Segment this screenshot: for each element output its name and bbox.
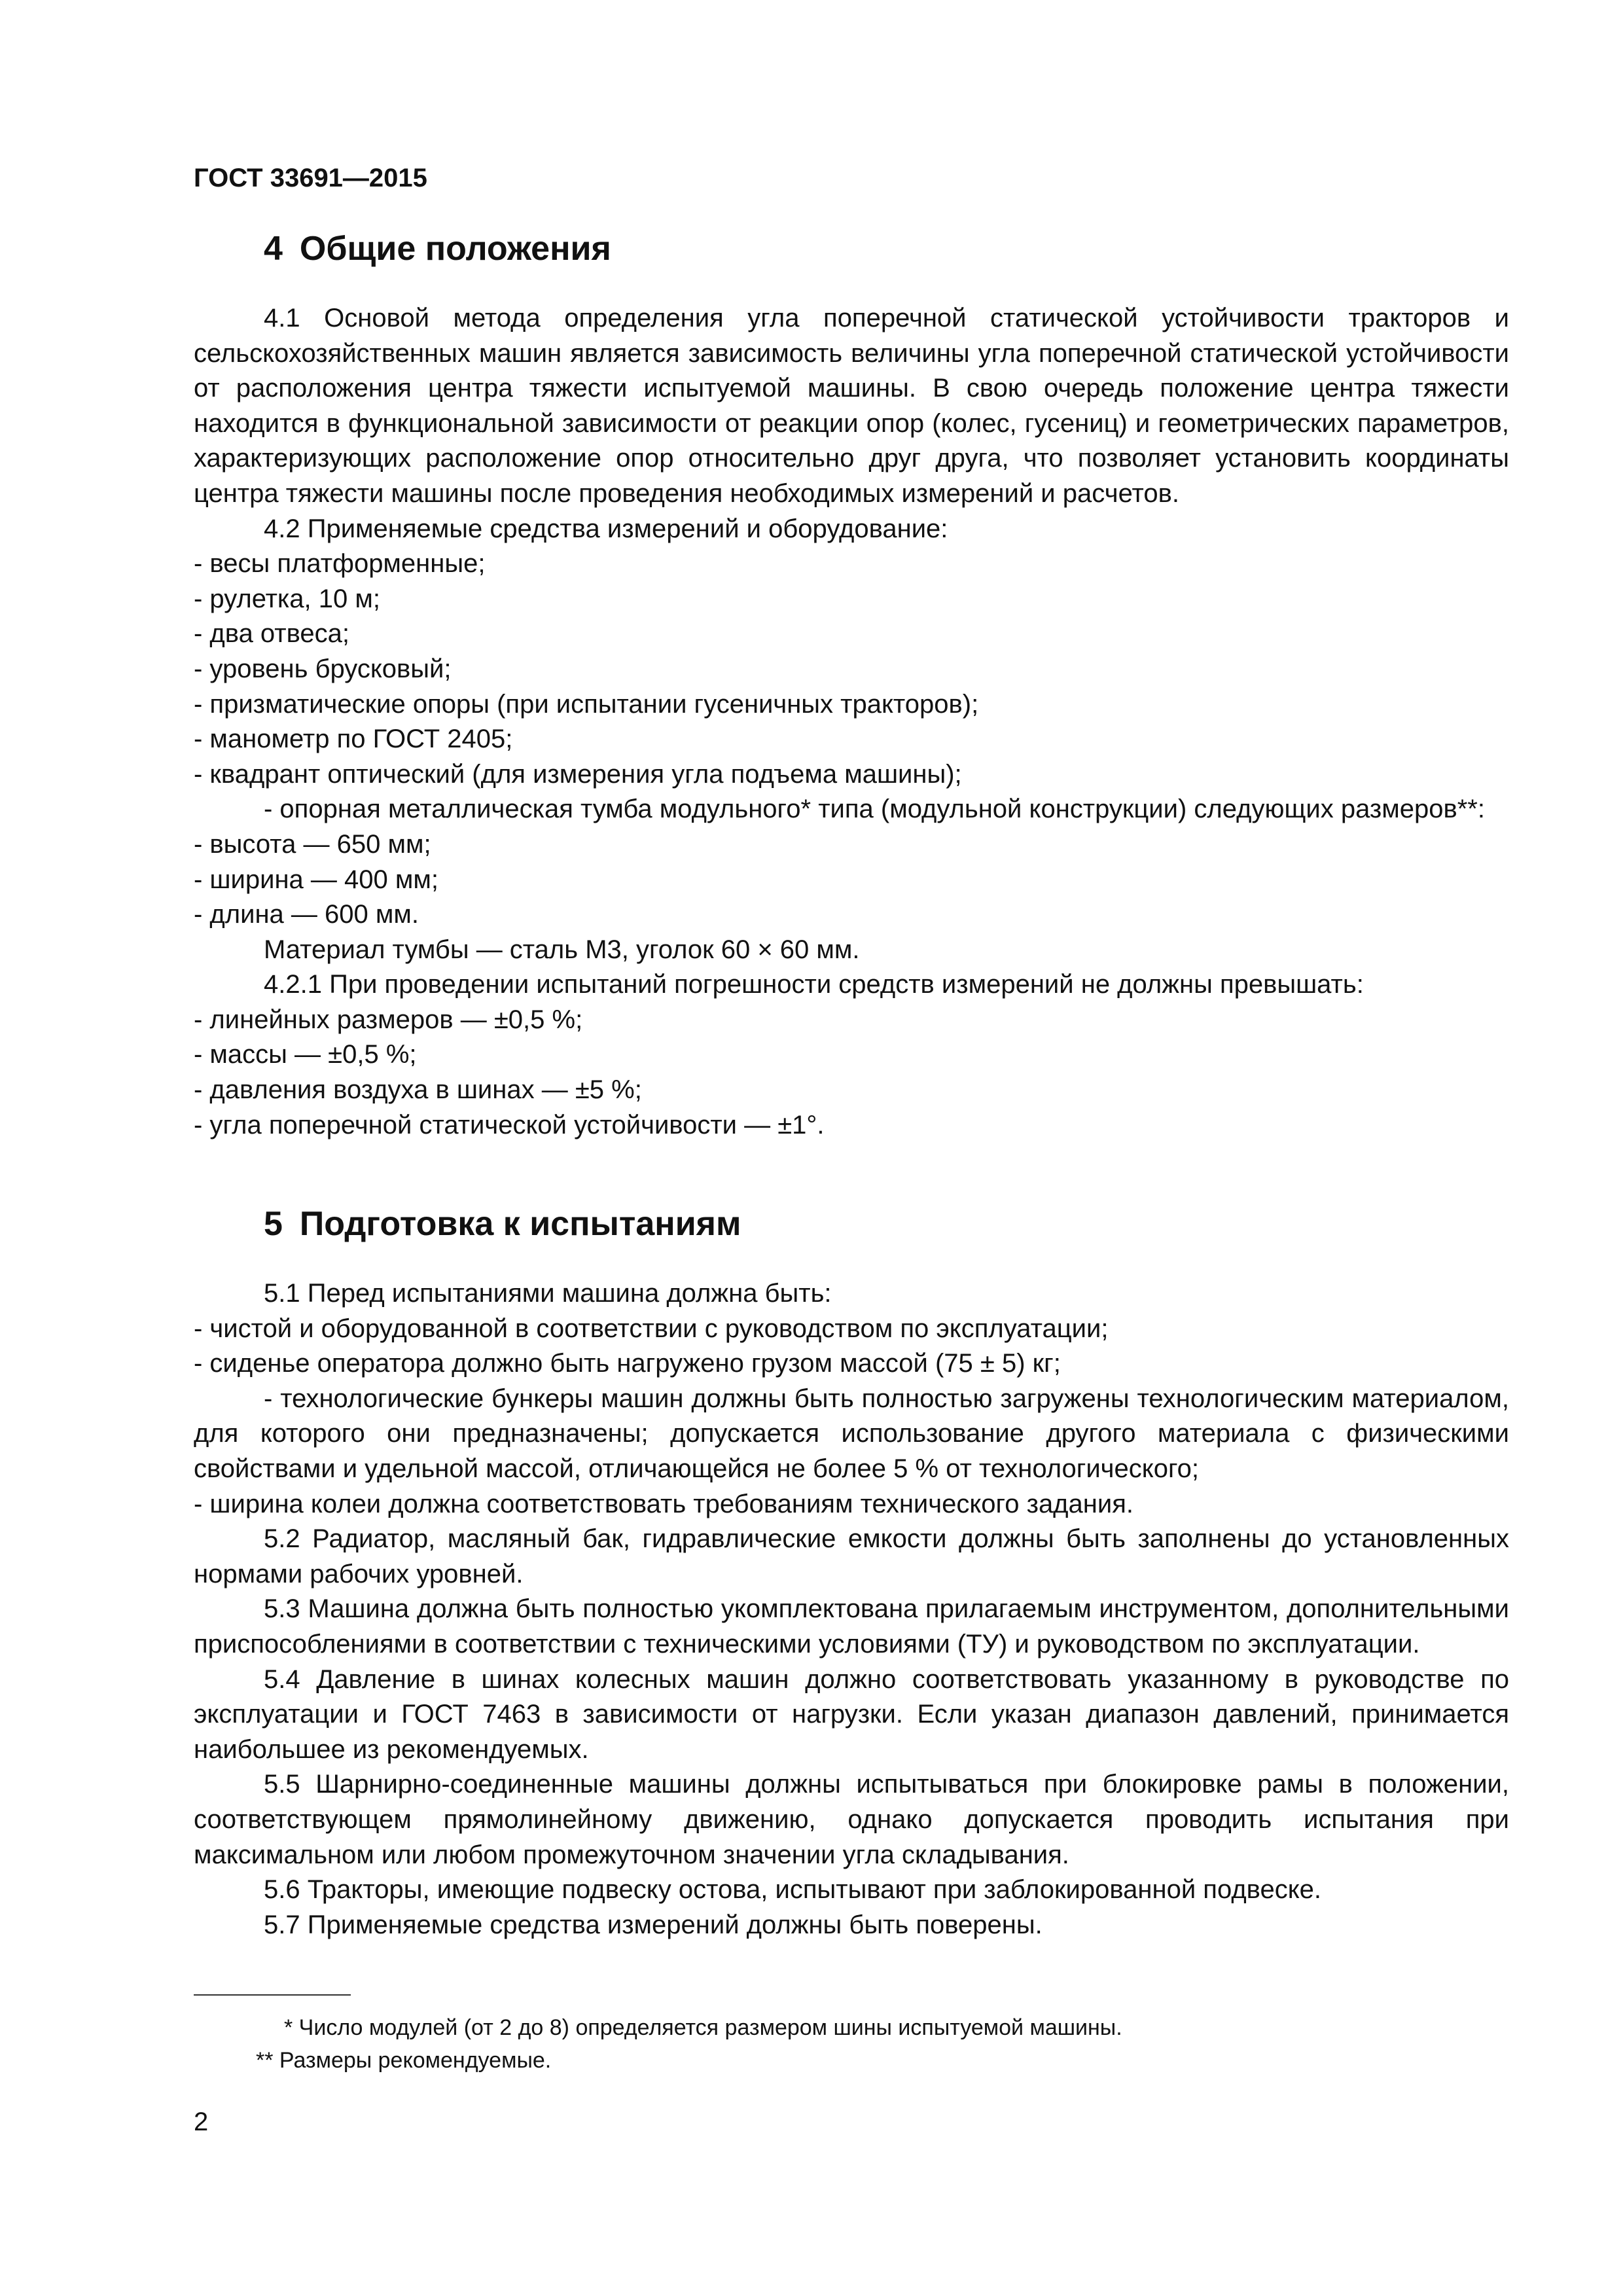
list-item: - длина — 600 мм. (194, 900, 419, 929)
paragraph-5-3: 5.3 Машина должна быть полностью укомплектована прилагаемым инструментом, дополнительными приспособлениями в соответствии с техническими условиями (ТУ) и руководством по эксплуатации. (194, 1594, 1509, 1659)
paragraph-5-7: 5.7 Применяемые средства измерений должны быть поверены. (264, 1910, 1043, 1939)
paragraph-5-1: 5.1 Перед испытаниями машина должна быть: (264, 1279, 832, 1308)
section-5-number: 5 (264, 1205, 283, 1243)
list-item: - высота — 650 мм; (194, 829, 431, 859)
section-4-title: Общие положения (299, 230, 611, 268)
paragraph-5-6: 5.6 Тракторы, имеющие подвеску остова, испытывают при заблокированной подвеске. (264, 1875, 1322, 1905)
footnote-divider (194, 1994, 351, 1996)
list-item: - призматические опоры (при испытании гусеничных тракторов); (194, 689, 979, 719)
list-item: - ширина колеи должна соответствовать требованиям технического задания. (194, 1489, 1133, 1518)
section-5-heading (264, 1204, 741, 1244)
list-item: - весы платформенные; (194, 549, 486, 579)
list-item: - массы — ±0,5 %; (194, 1040, 417, 1069)
paragraph-5-2: 5.2 Радиатор, масляный бак, гидравлические емкости должны быть заполнены до установленных нормами рабочих уровней. (194, 1524, 1509, 1588)
section-5-title: Подготовка к испытаниям (299, 1205, 741, 1243)
list-item: - два отвеса; (194, 619, 350, 649)
paragraph-5-4: 5.4 Давление в шинах колесных машин должно соответствовать указанному в руководстве по эксплуатации и ГОСТ 7463 в зависимости от нагрузки. Если указан диапазон давлений, принимается наибольшее из рекомендуемых. (194, 1664, 1509, 1764)
paragraph-5-5: 5.5 Шарнирно-соединенные машины должны испытываться при блокировке рамы в положении, соответствующем прямолинейному движению, однако допускается проводить испытания при максимальном или любом промежуточном значении угла складывания. (194, 1770, 1509, 1869)
list-item: - сиденье оператора должно быть нагружено грузом массой (75 ± 5) кг; (194, 1349, 1061, 1378)
list-item: - уровень брусковый; (194, 654, 452, 683)
section-4-number: 4 (264, 230, 283, 268)
footnote-1: * Число модулей (от 2 до 8) определяется размером шины испытуемой машины. (284, 2015, 1122, 2040)
list-item: - манометр по ГОСТ 2405; (194, 725, 513, 754)
paragraph-4-1: 4.1 Основой метода определения угла поперечной статической устойчивости тракторов и сельскохозяйственных машин является зависимость величины угла поперечной статической устойчивости от расположения центра тяжести испытуемой машины. В свою очередь положение центра тяжести находится в функциональной зависимости от реакции опор (колес, гусениц) и геометрических параметров, характеризующих расположение опор относительно друг друга, что позволяет установить координаты центра тяжести машины после проведения необходимых измерений и расчетов. (194, 304, 1509, 508)
section-4-body (194, 301, 1509, 1143)
footnote-2: ** Размеры рекомендуемые. (256, 2048, 552, 2073)
list-item-tumba: - опорная металлическая тумба модульного* типа (модульной конструкции) следующих размеров**: (264, 795, 1485, 824)
list-item-bunkers: - технологические бункеры машин должны быть полностью загружены технологическим материалом, для которого они предназначены; допускается использование другого материала с физическими свойствами и удельной массой, отличающейся не более 5 % от технологического; (194, 1384, 1509, 1483)
section-4-heading (264, 229, 611, 268)
paragraph-4-2-1: 4.2.1 При проведении испытаний погрешности средств измерений не должны превышать: (264, 970, 1364, 999)
paragraph-4-2: 4.2 Применяемые средства измерений и оборудование: (264, 514, 948, 543)
list-item: - угла поперечной статической устойчивости — ±1°. (194, 1110, 825, 1139)
list-item: - квадрант оптический (для измерения угла подъема машины); (194, 759, 962, 789)
tumba-material: Материал тумбы — сталь М3, уголок 60 × 60 мм. (264, 935, 860, 964)
document-header: ГОСТ 33691—2015 (194, 164, 427, 192)
list-item: - давления воздуха в шинах — ±5 %; (194, 1075, 642, 1105)
list-item: - ширина — 400 мм; (194, 865, 438, 894)
list-item: - чистой и оборудованной в соответствии с руководством по эксплуатации; (194, 1314, 1109, 1343)
page-number: 2 (194, 2108, 209, 2136)
section-5-body (194, 1276, 1509, 1943)
list-item: - линейных размеров — ±0,5 %; (194, 1005, 583, 1034)
list-item: - рулетка, 10 м; (194, 584, 380, 613)
